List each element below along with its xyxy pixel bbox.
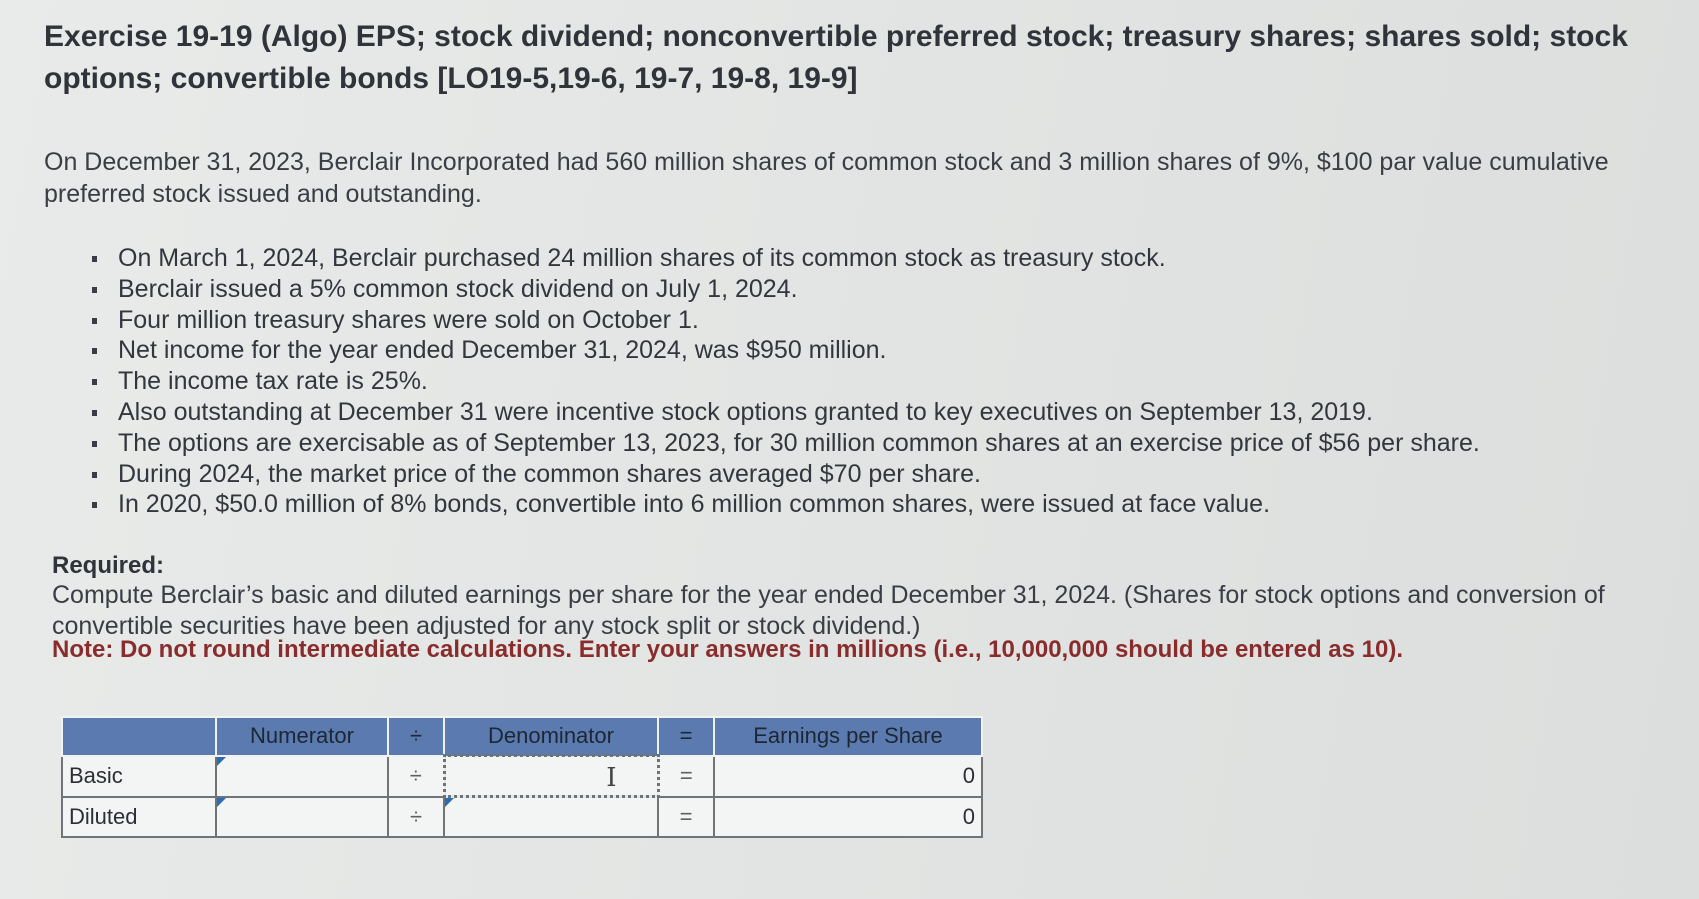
diluted-eps-value: 0 (714, 797, 982, 838)
bullet-icon (92, 379, 97, 385)
facts-list (86, 243, 1606, 520)
table-row-basic (62, 756, 982, 797)
input-flag-icon (217, 798, 226, 807)
list-item: Also outstanding at December 31 were incentive stock options granted to key executives on September 13, 2019. (86, 397, 1606, 428)
row-label-basic: Basic (62, 756, 216, 797)
list-item: The options are exercisable as of September 13, 2023, for 30 million common shares at an exercise price of $56 per share. (86, 428, 1606, 459)
bullet-icon (92, 410, 97, 416)
table-header-row (62, 717, 982, 756)
bullet-icon (92, 502, 97, 508)
list-item: Four million treasury shares were sold on October 1. (86, 305, 1606, 336)
eps-table (61, 716, 983, 838)
bullet-icon (92, 348, 97, 354)
list-item: The income tax rate is 25%. (86, 366, 1606, 397)
exercise-title: Exercise 19-19 (Algo) EPS; stock dividend; nonconvertible preferred stock; treasury shares; shares sold; stock options; convertible bonds [LO19-5,19-6, 19-7, 19-8, 19-9] (44, 20, 1628, 95)
bullet-icon (92, 472, 97, 478)
intro-paragraph: On December 31, 2023, Berclair Incorporated had 560 million shares of common stock and 3 million shares of 9%, $100 par value cumulative preferred stock issued and outstanding. (44, 148, 1609, 208)
equals-sign: = (658, 756, 714, 797)
header-equals-sign: = (658, 717, 714, 756)
header-earnings-per-share: Earnings per Share (714, 717, 982, 756)
divide-sign: ÷ (388, 797, 444, 838)
instruction-note: Note: Do not round intermediate calculations. Enter your answers in millions (i.e., 10,000,000 should be entered as 10). (52, 636, 1404, 663)
header-denominator: Denominator (444, 717, 658, 756)
list-item: On March 1, 2024, Berclair purchased 24 million shares of its common stock as treasury stock. (86, 243, 1606, 274)
list-item: In 2020, $50.0 million of 8% bonds, convertible into 6 million common shares, were issued at face value. (86, 489, 1606, 520)
required-label: Required: (52, 552, 165, 579)
list-item: During 2024, the market price of the common shares averaged $70 per share. (86, 459, 1606, 490)
diluted-numerator-input[interactable] (216, 797, 388, 838)
list-item: Net income for the year ended December 31, 2024, was $950 million. (86, 335, 1606, 366)
input-flag-icon (217, 757, 226, 766)
input-flag-icon (445, 798, 454, 807)
required-text: Compute Berclair’s basic and diluted earnings per share for the year ended December 31, 2024. (Shares for stock options and conversion of convertible securities have been adjusted for any stock split or stock dividend.) (52, 581, 1605, 640)
bullet-icon (92, 318, 97, 324)
bullet-icon (92, 287, 97, 293)
list-item: Berclair issued a 5% common stock dividend on July 1, 2024. (86, 274, 1606, 305)
basic-denominator-input[interactable] (444, 756, 658, 797)
bullet-icon (92, 441, 97, 447)
header-blank (62, 717, 216, 756)
header-divide-sign: ÷ (388, 717, 444, 756)
diluted-denominator-input[interactable] (444, 797, 658, 838)
equals-sign: = (658, 797, 714, 838)
basic-eps-value: 0 (714, 756, 982, 797)
divide-sign: ÷ (388, 756, 444, 797)
bullet-icon (92, 256, 97, 262)
header-numerator: Numerator (216, 717, 388, 756)
table-row-diluted (62, 797, 982, 838)
row-label-diluted: Diluted (62, 797, 216, 838)
text-cursor-icon: I (606, 763, 617, 793)
basic-numerator-input[interactable] (216, 756, 388, 797)
